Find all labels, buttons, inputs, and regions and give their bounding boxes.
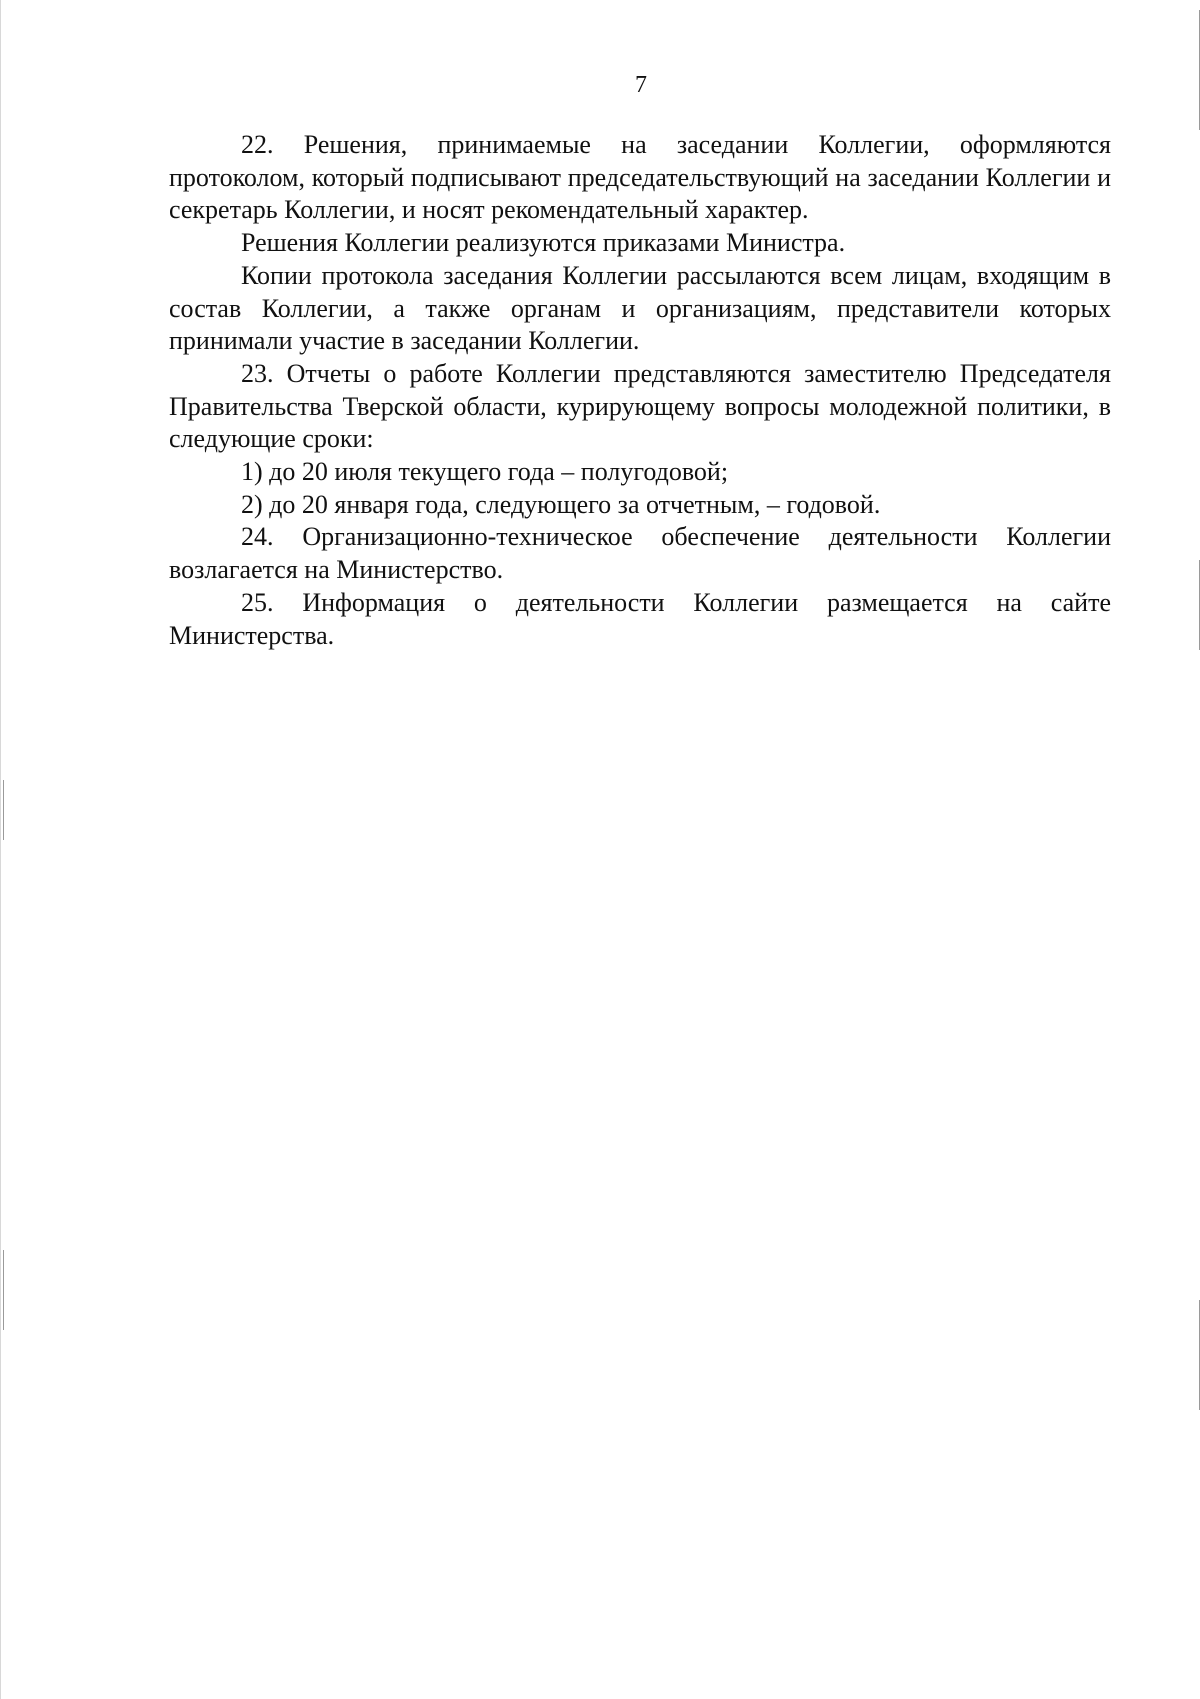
paragraph-25: 25. Информация о деятельности Коллегии размещается на сайте Министерства. (169, 587, 1111, 650)
page-number: 7 (635, 72, 647, 98)
document-body (169, 129, 1111, 652)
paragraph-decisions: Решения Коллегии реализуются приказами Министра. (241, 228, 846, 258)
scan-artifact (3, 780, 4, 840)
list-item-1: 1) до 20 июля текущего года – полугодовой; (241, 457, 729, 487)
paragraph-protocol-copies: Копии протокола заседания Коллегии рассылаются всем лицам, входящим в состав Коллегии, а также органам и организациям, представители которых принимали участие в заседании Коллегии. (169, 260, 1111, 356)
paragraph-23: 23. Отчеты о работе Коллегии представляются заместителю Председателя Правительства Тверской области, курирующему вопросы молодежной политики, в следующие сроки: (169, 358, 1111, 454)
scan-artifact (3, 1250, 4, 1330)
paragraph-22: 22. Решения, принимаемые на заседании Коллегии, оформляются протоколом, который подписывают председательствующий на заседании Коллегии и секретарь Коллегии, и носят рекомендательный характер. (169, 130, 1111, 225)
list-item-2: 2) до 20 января года, следующего за отчетным, – годовой. (241, 489, 881, 519)
paragraph-24: 24. Организационно-техническое обеспечение деятельности Коллегии возлагается на Министерство. (169, 522, 1111, 585)
